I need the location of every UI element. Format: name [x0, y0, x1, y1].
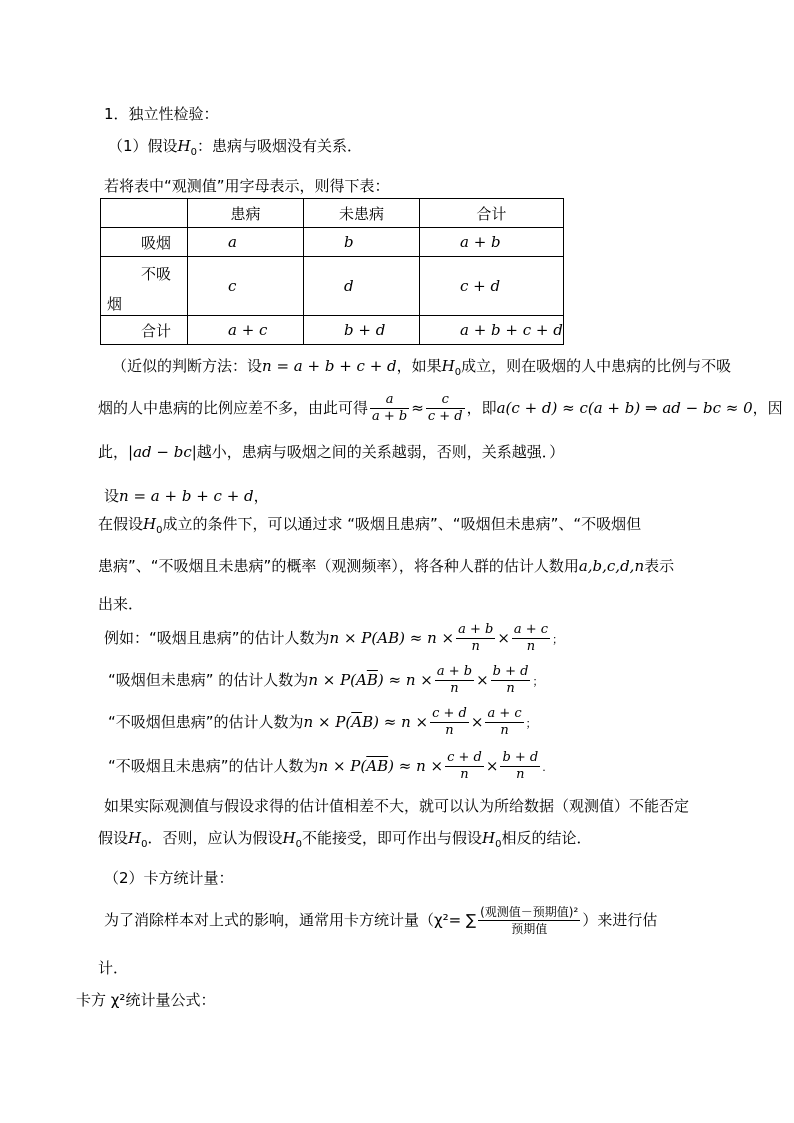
chi-denominator: 预期值	[511, 922, 548, 936]
para1-line-1	[98, 514, 641, 541]
chi-heading: （2）卡方统计量：	[104, 869, 234, 887]
fraction-numerator: b + d	[502, 750, 539, 765]
h0-subscript: 0	[156, 525, 163, 536]
cell-b: b	[304, 228, 420, 257]
example-formula: n × P(AB) ≈ n ×	[329, 629, 455, 647]
h0-symbol: H	[441, 357, 455, 375]
fraction-denominator: n	[506, 681, 515, 696]
contingency-table	[100, 198, 564, 345]
fraction-denominator: n	[500, 723, 509, 738]
chi-para-prefix: 为了消除样本对上式的影响，通常用卡方统计量（χ²= ∑	[104, 911, 477, 929]
cell-a: a	[188, 228, 304, 257]
fraction-numerator: b + d	[492, 664, 529, 679]
fraction-denominator: n	[445, 723, 454, 738]
approx-text-2c: ，因	[752, 399, 783, 417]
h0-symbol: H	[481, 829, 496, 847]
h0-symbol: H	[177, 137, 191, 155]
approx-formula-abs: |ad − bc|	[128, 443, 197, 461]
approx-text-3b: 越小，患病与吸烟之间的关系越弱，否则，关系越强．）	[196, 443, 565, 461]
example-end: .	[542, 761, 546, 774]
h0-subscript: 0	[495, 839, 502, 850]
set-n-suffix: ，	[253, 487, 269, 505]
h0-subscript: 0	[454, 367, 462, 378]
hypothesis-text: ：患病与吸烟没有关系．	[197, 137, 363, 155]
table-corner-cell	[101, 199, 188, 228]
para1-text-1a: 在假设	[98, 515, 144, 533]
table-header-row	[101, 199, 564, 228]
approx-text-1a: （近似的判断方法：设	[112, 357, 263, 375]
approx-text-1b: ，如果	[396, 357, 442, 375]
para2-text-a: 假设	[98, 829, 129, 847]
fraction-denominator: c + d	[427, 409, 463, 424]
para2-line-2	[98, 828, 591, 855]
approx-formula-n: n = a + b + c + d	[262, 357, 397, 375]
fraction-example-3a	[430, 706, 469, 739]
fraction-numerator: a + b	[458, 622, 494, 637]
example-text: 例如：“吸烟且患病”的估计人数为	[104, 629, 330, 647]
fraction-numerator: c + d	[432, 706, 467, 721]
set-n-line	[104, 486, 269, 506]
h0-symbol: H	[143, 515, 157, 533]
para1-text-1b: 成立的条件下，可以通过求 “吸烟且患病”、“吸烟但未患病”、“不吸烟但	[162, 515, 642, 533]
hypothesis-line	[108, 136, 362, 163]
example-text: “吸烟但未患病” 的估计人数为	[108, 671, 309, 689]
example-text: “不吸烟且未患病”的估计人数为	[108, 757, 319, 775]
fraction-denominator: n	[516, 767, 525, 782]
chi-para-line-1	[104, 900, 657, 940]
row-label-total: 合计	[101, 316, 188, 345]
example-3: “不吸烟但患病”的估计人数为$n \times P(\overline{A}B) \approx n$ × $\frac{c + d}{n}$ × $\frac{a + c}{n}$ ；	[108, 706, 537, 738]
table-row-smoking	[101, 228, 564, 257]
example-formula: $n \times P(\overline{A}B) \approx n$ ×	[303, 713, 429, 731]
para2-text-d: 相反的结论．	[501, 829, 592, 847]
para2-text-c: 不能接受，即可作出与假设	[301, 829, 482, 847]
para1-line-2	[98, 556, 674, 576]
approx-line-3	[98, 442, 564, 462]
section-heading: 1．独立性检验：	[104, 105, 219, 123]
fraction-numerator: c + d	[447, 750, 482, 765]
fraction-example-1a	[456, 622, 495, 655]
example-end: ；	[525, 717, 537, 730]
example-1: 例如：“吸烟且患病”的估计人数为n × P(AB) ≈ n × $\frac{a + b}{n}$ × $\frac{a + c}{n}$ ；	[104, 622, 564, 654]
fraction-numerator: a + b	[436, 664, 473, 679]
fraction-numerator: a + c	[487, 706, 522, 721]
example-text: “不吸烟但患病”的估计人数为	[108, 713, 304, 731]
fraction-example-1b	[512, 622, 550, 655]
fraction-numerator: a + c	[513, 622, 549, 637]
chi-para-suffix: ）来进行估	[582, 911, 658, 929]
cell-d: d	[304, 257, 420, 316]
row-label-nonsmoking-line1: 不吸	[140, 265, 171, 283]
para1-text-2a: 患病”、“不吸烟且未患病”的概率（观测频率），将各种人群的估计人数用	[98, 557, 579, 575]
para1-line-3: 出来．	[98, 595, 144, 613]
para1-text-2b: 表示	[644, 557, 675, 575]
header-total: 合计	[420, 199, 564, 228]
cell-a-plus-b: a + b	[420, 228, 564, 257]
h0-symbol: H	[282, 829, 296, 847]
cell-a-plus-c: a + c	[188, 316, 304, 345]
chi-numerator: (观测值－预期值)²	[480, 905, 579, 919]
fraction-denominator: n	[460, 767, 469, 782]
fraction-denominator: n	[471, 639, 480, 654]
set-n-formula: n = a + b + c + d	[119, 487, 254, 505]
row-label-nonsmoking	[101, 257, 188, 316]
formula-label: 卡方 χ²统计量公式：	[76, 991, 216, 1009]
example-4: “不吸烟且未患病”的估计人数为$n \times P(\overline{AB}) \approx n$ × $\frac{c + d}{n}$ × $\frac{b + d}{n}$ .	[108, 750, 546, 782]
h0-symbol: H	[128, 829, 142, 847]
cell-b-plus-d: b + d	[304, 316, 420, 345]
example-end: ；	[532, 675, 544, 688]
table-row-total	[101, 316, 564, 345]
approx-text-2b: ，即	[466, 399, 497, 417]
fraction-example-2b	[491, 664, 531, 697]
fraction-numerator: a	[370, 392, 409, 409]
fraction-denominator: n	[526, 639, 536, 654]
table-row-nonsmoking	[101, 257, 564, 316]
h0-subscript: 0	[190, 147, 198, 158]
fraction-numerator: c	[426, 392, 465, 409]
approx-text-3a: 此，	[98, 443, 129, 461]
header-ill: 患病	[188, 199, 304, 228]
cell-c-plus-d: c + d	[420, 257, 564, 316]
fraction-a-over-a-plus-b	[370, 392, 409, 425]
fraction-denominator: n	[450, 681, 459, 696]
example-2: “吸烟但未患病” 的估计人数为$n \times P(A\overline{B}) \approx n$ × $\frac{a + b}{n}$ × $\frac{b + d}{n}$ ；	[108, 664, 544, 696]
para2-text-b: ．否则，应认为假设	[147, 829, 283, 847]
chi-fraction	[478, 904, 580, 937]
para2-line-1: 如果实际观测值与假设求得的估计值相差不大，就可以认为所给数据（观测值）不能否定	[104, 797, 690, 815]
fraction-denominator: a + b	[372, 409, 408, 424]
fraction-example-3b	[485, 706, 523, 739]
approx-line-2	[98, 390, 783, 426]
approx-line-1	[112, 356, 731, 383]
example-formula: $n \times P(\overline{AB}) \approx n$ ×	[318, 757, 444, 775]
fraction-example-4a	[445, 750, 484, 783]
approx-symbol: ≈	[411, 399, 424, 417]
h0-subscript: 0	[295, 839, 302, 850]
h0-subscript: 0	[141, 839, 148, 850]
fraction-c-over-c-plus-d	[426, 392, 465, 425]
example-end: ；	[552, 633, 564, 646]
approx-text-1c: 成立，则在吸烟的人中患病的比例与不吸	[461, 357, 732, 375]
chi-para-line-2: 计．	[98, 959, 129, 977]
cell-c: c	[188, 257, 304, 316]
fraction-example-4b	[500, 750, 540, 783]
cell-grand-total: a + b + c + d	[420, 316, 564, 345]
approx-formula-ad-bc: a(c + d) ≈ c(a + b) ⇒ ad − bc ≈ 0	[496, 399, 753, 417]
set-n-prefix: 设	[104, 487, 120, 505]
row-label-nonsmoking-line2: 烟	[107, 295, 123, 313]
fraction-example-2a	[435, 664, 474, 697]
table-intro: 若将表中“观测值”用字母表示，则得下表：	[104, 177, 390, 195]
example-formula: $n \times P(A\overline{B}) \approx n$ ×	[308, 671, 433, 689]
approx-text-2a: 烟的人中患病的比例应差不多，由此可得	[98, 399, 369, 417]
para1-variables: a,b,c,d,n	[578, 557, 645, 575]
hypothesis-prefix: （1）假设	[108, 137, 178, 155]
row-label-smoking: 吸烟	[101, 228, 188, 257]
header-not-ill: 未患病	[304, 199, 420, 228]
